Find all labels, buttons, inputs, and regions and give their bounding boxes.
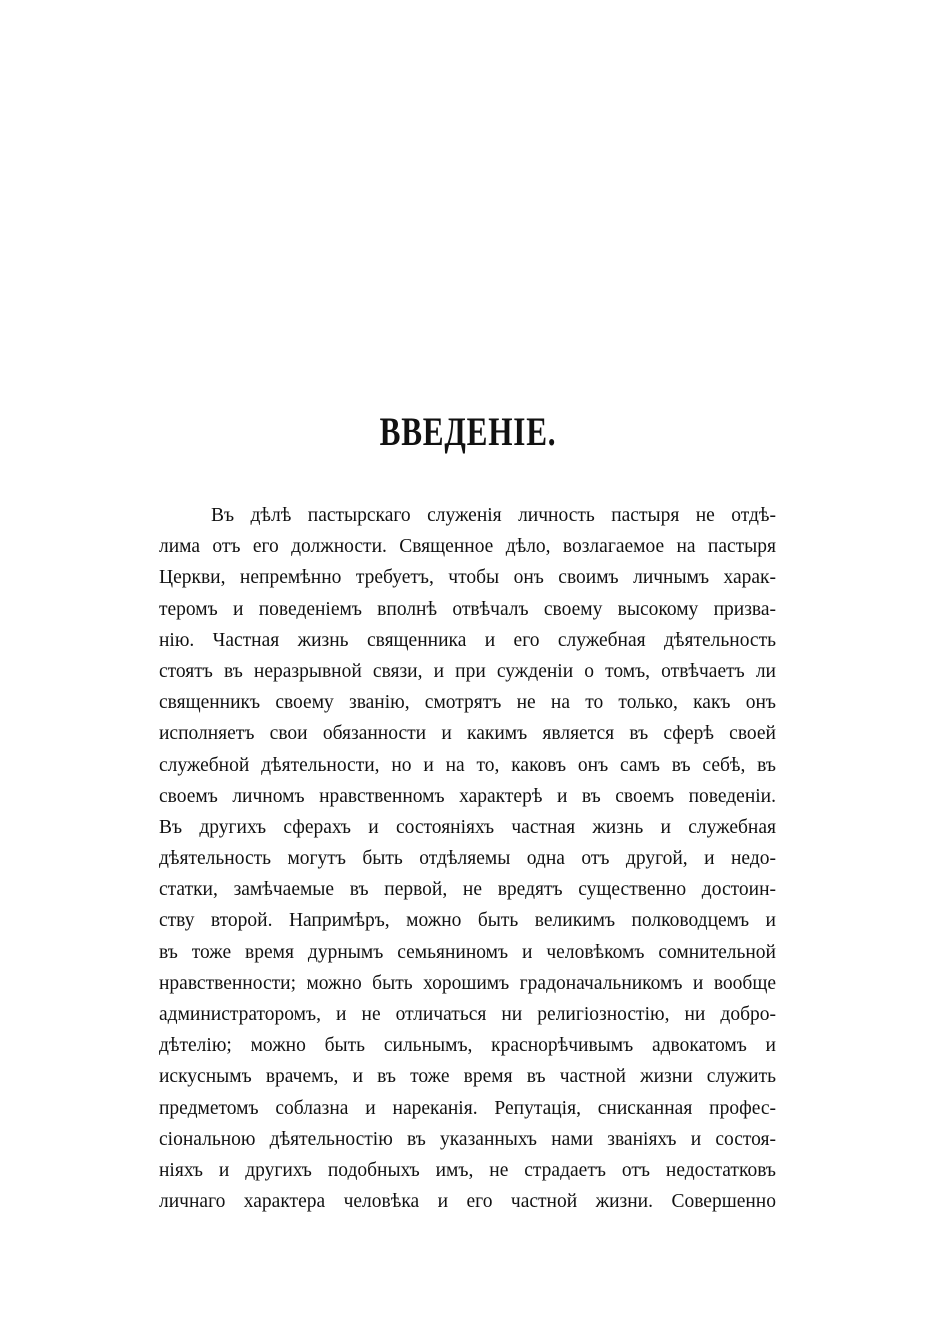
text-line: предметомъ соблазна и нареканія. Репутація, снисканная профес-: [159, 1097, 776, 1119]
text-line: исполняетъ свои обязанности и какимъ является въ сферѣ своей: [159, 723, 776, 745]
text-line: дѣтелію; можно быть сильнымъ, краснорѣчивымъ адвокатомъ и: [159, 1035, 776, 1057]
text-line: Въ дѣлѣ пастырскаго служенія личность пастыря не отдѣ-: [211, 505, 776, 526]
text-line: своемъ личномъ нравственномъ характерѣ и въ своемъ поведеніи.: [159, 785, 776, 807]
chapter-title: ВВЕДЕНІЕ.: [379, 409, 557, 454]
text-line: служебной дѣятельности, но и на то, каковъ онъ самъ въ себѣ, въ: [159, 754, 776, 776]
text-line: искуснымъ врачемъ, и въ тоже время въ частной жизни служить: [159, 1066, 776, 1088]
text-line: Въ другихъ сферахъ и состояніяхъ частная жизнь и служебная: [159, 816, 776, 838]
text-line: священникъ своему званію, смотрятъ не на то только, какъ онъ: [159, 692, 776, 714]
text-line: статки, замѣчаемые въ первой, не вредятъ существенно достоин-: [159, 879, 776, 901]
text-line: нравственности; можно быть хорошимъ градоначальникомъ и вообще: [159, 972, 776, 994]
text-line: стоятъ въ неразрывной связи, и при сужденіи о томъ, отвѣчаетъ ли: [159, 660, 776, 682]
text-line: Церкви, непремѣнно требуетъ, чтобы онъ своимъ личнымъ харак-: [159, 567, 776, 589]
text-line: ніяхъ и другихъ подобныхъ имъ, не страдаетъ отъ недостатковъ: [159, 1159, 776, 1181]
text-line: личнаго характера человѣка и его частной жизни. Совершенно: [159, 1191, 776, 1213]
text-line: ству второй. Напримѣръ, можно быть великимъ полководцемъ и: [159, 910, 776, 932]
text-line: въ тоже время дурнымъ семьяниномъ и человѣкомъ сомнительной: [159, 941, 776, 963]
body-text: [159, 500, 776, 1217]
text-line: сіональною дѣятельностію въ указанныхъ нами званіяхъ и состоя-: [159, 1128, 776, 1150]
text-line: дѣятельность могутъ быть отдѣляемы одна отъ другой, и недо-: [159, 848, 776, 870]
text-line: лима отъ его должности. Священное дѣло, возлагаемое на пастыря: [159, 536, 776, 558]
text-line: нію. Частная жизнь священника и его служебная дѣятельность: [159, 629, 776, 651]
text-line: администраторомъ, и не отличаться ни религіозностію, ни добро-: [159, 1004, 776, 1025]
text-line: теромъ и поведеніемъ вполнѣ отвѣчалъ своему высокому призва-: [159, 598, 776, 620]
